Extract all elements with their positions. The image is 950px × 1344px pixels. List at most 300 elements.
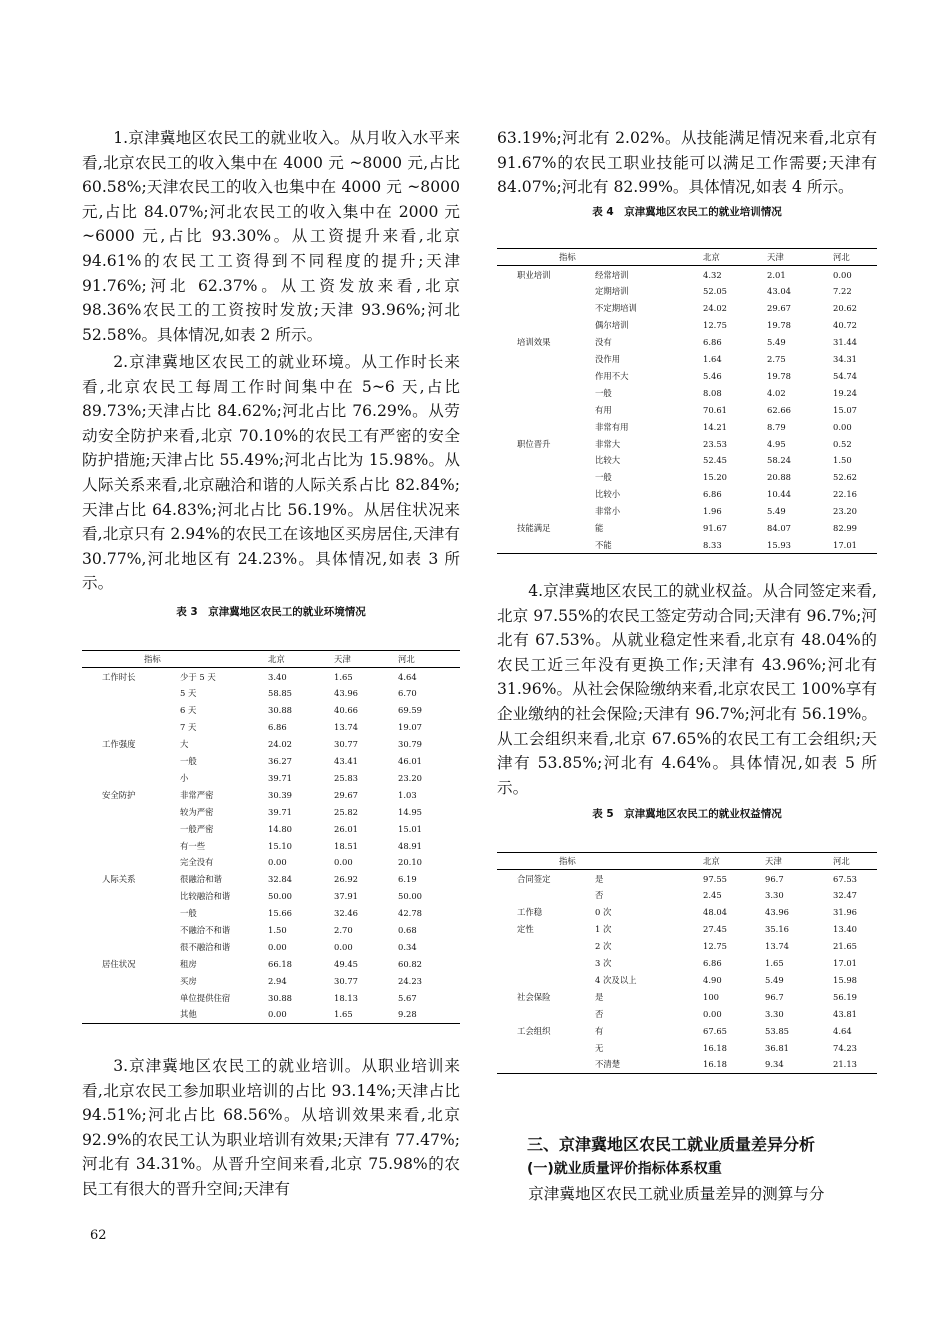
table-row — [497, 317, 877, 334]
table-item-cell: 有用 — [595, 404, 612, 415]
table-value-cell: 23.20 — [833, 506, 857, 517]
table-value-cell: 4.95 — [767, 438, 786, 449]
table-value-cell: 8.33 — [703, 537, 767, 554]
table-value-cell: 6.86 — [703, 489, 722, 500]
table-row — [497, 452, 877, 469]
table-value-cell: 10.44 — [767, 489, 791, 500]
table-value-cell: 0.00 — [334, 941, 353, 952]
table-header-cell: 河北 — [833, 249, 877, 266]
table-category-cell — [82, 989, 180, 1006]
table-value-cell: 6.86 — [268, 722, 287, 733]
table-value-cell: 21.13 — [833, 1056, 877, 1073]
table-category-cell: 安全防护 — [102, 789, 136, 800]
table-row — [82, 922, 460, 939]
table-value-cell: 3.40 — [268, 671, 287, 682]
table-header-cell: 河北 — [398, 651, 460, 668]
table-category-cell — [82, 753, 180, 770]
paragraph-lead: 3.京津冀地区农民工的就业培训。 — [113, 1057, 362, 1075]
table-value-cell: 17.01 — [833, 537, 877, 554]
table-row — [497, 1005, 877, 1022]
table-item-cell: 有 — [595, 1025, 604, 1036]
page-number: 62 — [90, 1228, 107, 1243]
table-row — [82, 972, 460, 989]
table-value-cell: 0.00 — [334, 857, 353, 868]
table-row — [82, 939, 460, 956]
table-value-cell: 0.00 — [268, 857, 287, 868]
table-item-cell: 非常严密 — [180, 789, 214, 800]
table-header-cell: 指标 — [497, 853, 595, 870]
table-value-cell: 48.04 — [703, 907, 727, 918]
table-value-cell: 58.85 — [268, 688, 292, 699]
table-header-row — [82, 651, 460, 668]
table-row — [82, 668, 460, 685]
paragraph-lead: 2.京津冀地区农民工的就业环境。 — [113, 353, 362, 371]
table-category-cell — [497, 486, 595, 503]
table-category-cell: 定性 — [517, 924, 534, 935]
table-row — [82, 905, 460, 922]
table-item-cell: 无 — [595, 1042, 604, 1053]
table-category-cell — [497, 368, 595, 385]
table-item-cell: 4 次及以上 — [595, 974, 637, 985]
table-item-cell: 租房 — [180, 958, 197, 969]
table-value-cell: 4.32 — [703, 269, 722, 280]
table-row — [497, 334, 877, 351]
table-item-cell: 一般 — [595, 387, 612, 398]
table-row — [82, 787, 460, 804]
paragraph-text: 京津冀地区农民工就业质量差异的测算与分 — [528, 1185, 825, 1203]
table-item-cell: 很融洽和谐 — [180, 874, 222, 885]
table-value-cell: 43.96 — [334, 688, 358, 699]
table-item-cell: 能 — [595, 522, 604, 533]
table-value-cell: 19.78 — [767, 370, 791, 381]
table-value-cell: 46.01 — [398, 756, 422, 767]
table-item-cell: 3 次 — [595, 958, 612, 969]
table-row — [82, 719, 460, 736]
table-value-cell: 5.49 — [767, 506, 786, 517]
table-item-cell: 经常培训 — [595, 269, 629, 280]
table-value-cell: 40.72 — [833, 320, 857, 331]
table-value-cell: 67.53 — [833, 873, 857, 884]
table-value-cell: 1.64 — [703, 354, 722, 365]
table-value-cell: 35.16 — [765, 924, 789, 935]
table-value-cell: 1.50 — [268, 924, 287, 935]
table-header-cell — [595, 853, 703, 870]
table-row — [497, 972, 877, 989]
table-value-cell: 2.70 — [334, 924, 353, 935]
table-value-cell: 18.51 — [334, 840, 358, 851]
table-item-cell: 7 天 — [180, 722, 197, 733]
table-row — [497, 870, 877, 887]
table-category-cell: 居住状况 — [102, 958, 136, 969]
table-value-cell: 9.28 — [398, 1006, 460, 1023]
table-item-cell: 一般 — [180, 756, 197, 767]
table-row — [497, 537, 877, 554]
table-value-cell: 0.00 — [268, 1006, 334, 1023]
table-value-cell: 36.27 — [268, 756, 292, 767]
table-category-cell — [82, 803, 180, 820]
table-category-cell — [497, 1005, 595, 1022]
table-row — [82, 685, 460, 702]
table-value-cell: 40.66 — [334, 705, 358, 716]
table-value-cell: 0.52 — [833, 438, 852, 449]
table-value-cell: 14.80 — [268, 823, 292, 834]
table-3 — [82, 650, 460, 1024]
table-row — [82, 820, 460, 837]
table-value-cell: 25.83 — [334, 772, 358, 783]
table-value-cell: 1.65 — [334, 1006, 398, 1023]
table-category-cell: 社会保险 — [517, 991, 551, 1002]
paragraph-lead: 1.京津冀地区农民工的就业收入。 — [113, 129, 350, 147]
table-value-cell: 96.7 — [765, 873, 784, 884]
table-row — [82, 753, 460, 770]
table-category-cell — [82, 770, 180, 787]
table-row — [497, 938, 877, 955]
table-value-cell: 30.39 — [268, 789, 292, 800]
table-row — [82, 955, 460, 972]
table-item-cell: 5 天 — [180, 688, 197, 699]
table-category-cell — [497, 887, 595, 904]
table-value-cell: 0.00 — [268, 941, 287, 952]
table-item-cell: 少于 5 天 — [180, 671, 216, 682]
table-5-caption: 表 5 京津冀地区农民工的就业权益情况 — [592, 808, 782, 820]
table-value-cell: 1.03 — [398, 789, 417, 800]
table-row — [82, 803, 460, 820]
table-value-cell: 43.81 — [833, 1008, 857, 1019]
table-value-cell: 50.00 — [268, 891, 292, 902]
table-value-cell: 0.00 — [833, 421, 852, 432]
table-row — [497, 955, 877, 972]
table-category-cell — [497, 503, 595, 520]
table-value-cell: 2.75 — [767, 354, 786, 365]
table-item-cell: 其他 — [180, 1006, 268, 1023]
table-category-cell: 工作时长 — [102, 671, 136, 682]
table-value-cell: 32.47 — [833, 890, 857, 901]
table-header-cell: 北京 — [703, 249, 767, 266]
table-row — [497, 887, 877, 904]
table-value-cell: 4.64 — [833, 1025, 852, 1036]
table-item-cell: 完全没有 — [180, 857, 214, 868]
table-row — [497, 1022, 877, 1039]
table-category-cell — [497, 469, 595, 486]
table-value-cell: 42.78 — [398, 908, 422, 919]
table-category-cell — [82, 939, 180, 956]
paragraph-lead: 4.京津冀地区农民工的就业权益。 — [528, 582, 763, 600]
table-row — [497, 921, 877, 938]
table-category-cell: 合同签定 — [517, 873, 551, 884]
table-item-cell: 是 — [595, 873, 604, 884]
table-header-cell: 天津 — [767, 249, 833, 266]
table-item-cell: 1 次 — [595, 924, 612, 935]
table-value-cell: 26.01 — [334, 823, 358, 834]
table-item-cell: 否 — [595, 1008, 604, 1019]
table-value-cell: 3.30 — [765, 1008, 784, 1019]
table-item-cell: 一般 — [595, 472, 612, 483]
table-item-cell: 不定期培训 — [595, 303, 637, 314]
paragraph-text: 从合同签定来看,北京 97.55%的农民工签定劳动合同;天津有 96.7%;河北有 67.53%。从就业稳定性来看,北京有 48.04%的农民工近三年没有更换工作;天津有 43.96%;河北有 31.96%。从社会保险缴纳来看,北京农民工 100%享有企业缴纳的社会保险;天津有 96.7%;河北有 56.19%。从工会组织来看,北京 67.65%的农民工有工会组织;天津有 53.85%;河北有 4.64%。具体情况,如表 5 所示。 — [497, 582, 877, 797]
table-header-cell: 北京 — [268, 651, 334, 668]
table-category-cell: 工作稳 — [517, 907, 543, 918]
table-value-cell: 18.13 — [334, 992, 358, 1003]
table-category-cell — [82, 719, 180, 736]
table-value-cell: 2.94 — [268, 975, 287, 986]
table-category-cell — [82, 922, 180, 939]
table-category-cell — [497, 401, 595, 418]
table-value-cell: 32.46 — [334, 908, 358, 919]
table-item-cell: 2 次 — [595, 941, 612, 952]
table-item-cell: 非常大 — [595, 438, 621, 449]
table-value-cell: 52.45 — [703, 455, 727, 466]
table-category-cell: 技能满足 — [517, 522, 551, 533]
table-value-cell: 49.45 — [334, 958, 358, 969]
table-item-cell: 非常有用 — [595, 421, 629, 432]
table-row — [82, 888, 460, 905]
section-heading: 三、京津冀地区农民工就业质量差异分析 — [527, 1135, 816, 1154]
table-value-cell: 13.74 — [765, 941, 789, 952]
table-row — [497, 503, 877, 520]
table-header-cell: 天津 — [334, 651, 398, 668]
table-value-cell: 4.64 — [398, 671, 417, 682]
table-header-cell: 河北 — [833, 853, 877, 870]
table-value-cell: 69.59 — [398, 705, 422, 716]
table-value-cell: 12.75 — [703, 320, 727, 331]
table-value-cell: 0.68 — [398, 924, 417, 935]
table-item-cell: 不清楚 — [595, 1056, 703, 1073]
table-3-caption: 表 3 京津冀地区农民工的就业环境情况 — [176, 606, 366, 618]
table-value-cell: 6.86 — [703, 337, 722, 348]
table-item-cell: 大 — [180, 739, 189, 750]
table-value-cell: 30.88 — [268, 992, 292, 1003]
table-value-cell: 6.70 — [398, 688, 417, 699]
table-value-cell: 1.50 — [833, 455, 852, 466]
table-row — [82, 702, 460, 719]
table-value-cell: 24.23 — [398, 975, 422, 986]
table-value-cell: 15.98 — [833, 974, 857, 985]
table-category-cell — [497, 351, 595, 368]
table-category-cell — [82, 685, 180, 702]
table-value-cell: 1.65 — [765, 958, 784, 969]
table-value-cell: 21.65 — [833, 941, 857, 952]
table-item-cell: 比较融洽和谐 — [180, 891, 231, 902]
table-value-cell: 2.01 — [767, 269, 786, 280]
table-4 — [497, 248, 877, 554]
table-value-cell: 62.66 — [767, 404, 791, 415]
table-value-cell: 30.77 — [334, 975, 358, 986]
table-category-cell — [497, 537, 595, 554]
table-value-cell: 82.99 — [833, 522, 857, 533]
table-category-cell — [82, 1006, 180, 1023]
table-5 — [497, 852, 877, 1074]
table-item-cell: 一般严密 — [180, 823, 214, 834]
table-row — [497, 1039, 877, 1056]
table-header-cell — [180, 651, 268, 668]
table-value-cell: 0.34 — [398, 941, 417, 952]
table-item-cell: 比较大 — [595, 455, 621, 466]
table-value-cell: 12.75 — [703, 941, 727, 952]
table-item-cell: 有一些 — [180, 840, 206, 851]
table-value-cell: 84.07 — [767, 522, 791, 533]
table-value-cell: 54.74 — [833, 370, 857, 381]
table-value-cell: 22.16 — [833, 489, 857, 500]
table-value-cell: 91.67 — [703, 522, 727, 533]
table-row — [497, 418, 877, 435]
table-category-cell: 职业培训 — [517, 269, 551, 280]
table-category-cell: 工会组织 — [517, 1025, 551, 1036]
table-value-cell: 7.22 — [833, 286, 852, 297]
paragraph-income — [82, 126, 460, 347]
table-item-cell: 作用不大 — [595, 370, 629, 381]
table-value-cell: 5.67 — [398, 992, 417, 1003]
paragraph-text: 从月收入水平来看,北京农民工的收入集中在 4000 元 ~8000 元,占比 60.58%;天津农民工的收入也集中在 4000 元 ~8000 元,占比 84.07%;河北农民工的收入集中在 2000 元 ~6000 元,占比 93.30%。从工资提升来看,北京 94.61%的农民工工资得到不同程度的提升;天津 91.76%;河北 62.37%。从工资发放来看,北京 98.36%农民工的工资按时发放;天津 93.96%;河北 52.58%。具体情况,如表 2 所示。 — [82, 129, 460, 344]
paragraph-rights — [497, 579, 877, 800]
table-category-cell — [82, 820, 180, 837]
table-value-cell: 5.49 — [765, 974, 784, 985]
table-row — [82, 871, 460, 888]
table-row — [497, 300, 877, 317]
table-category-cell — [497, 1056, 595, 1073]
table-value-cell: 30.88 — [268, 705, 292, 716]
table-value-cell: 1.65 — [334, 671, 353, 682]
table-category-cell — [497, 283, 595, 300]
table-item-cell: 没作用 — [595, 354, 621, 365]
table-value-cell: 2.45 — [703, 890, 722, 901]
table-row — [497, 385, 877, 402]
table-header-cell — [595, 249, 703, 266]
table-item-cell: 0 次 — [595, 907, 612, 918]
table-category-cell: 工作强度 — [102, 739, 136, 750]
table-row — [497, 520, 877, 537]
table-value-cell: 26.92 — [334, 874, 358, 885]
table-header-cell: 指标 — [82, 651, 180, 668]
table-value-cell: 29.67 — [334, 789, 358, 800]
table-value-cell: 15.01 — [398, 823, 422, 834]
table-row — [497, 435, 877, 452]
paragraph-text: 63.19%;河北有 2.02%。从技能满足情况来看,北京有 91.67%的农民工职业技能可以满足工作需要;天津有 84.07%;河北有 82.99%。具体情况,如表 4 所示。 — [497, 129, 877, 197]
table-category-cell — [82, 837, 180, 854]
table-category-cell: 人际关系 — [102, 874, 136, 885]
table-value-cell: 20.62 — [833, 303, 857, 314]
table-row — [497, 904, 877, 921]
table-item-cell: 较为严密 — [180, 806, 214, 817]
table-category-cell — [497, 938, 595, 955]
table-value-cell: 23.53 — [703, 438, 727, 449]
table-header-row — [497, 249, 877, 266]
table-header-row — [497, 853, 877, 870]
table-value-cell: 39.71 — [268, 806, 292, 817]
table-row — [82, 837, 460, 854]
table-value-cell: 100 — [703, 991, 719, 1002]
table-item-cell: 买房 — [180, 975, 197, 986]
table-item-cell: 不能 — [595, 537, 703, 554]
table-item-cell: 没有 — [595, 337, 612, 348]
table-value-cell: 15.66 — [268, 908, 292, 919]
table-value-cell: 52.05 — [703, 286, 727, 297]
table-row — [497, 486, 877, 503]
table-4-caption: 表 4 京津冀地区农民工的就业培训情况 — [592, 206, 782, 218]
table-value-cell: 53.85 — [765, 1025, 789, 1036]
table-item-cell: 比较小 — [595, 489, 621, 500]
table-value-cell: 23.20 — [398, 772, 422, 783]
subsection-heading: (一)就业质量评价指标体系权重 — [527, 1161, 722, 1177]
table-value-cell: 14.95 — [398, 806, 422, 817]
table-value-cell: 56.19 — [833, 991, 857, 1002]
table-value-cell: 43.96 — [765, 907, 789, 918]
table-category-cell — [82, 888, 180, 905]
table-category-cell — [497, 418, 595, 435]
table-value-cell: 5.46 — [703, 370, 722, 381]
table-value-cell: 24.02 — [268, 739, 292, 750]
table-value-cell: 97.55 — [703, 873, 727, 884]
table-row — [497, 283, 877, 300]
table-value-cell: 3.30 — [765, 890, 784, 901]
table-value-cell: 19.78 — [767, 320, 791, 331]
table-row — [82, 989, 460, 1006]
table-value-cell: 67.65 — [703, 1025, 727, 1036]
table-category-cell — [82, 972, 180, 989]
paragraph-text: 从工作时长来看,北京农民工每周工作时间集中在 5~6 天,占比 89.73%;天津占比 84.62%;河北占比 76.29%。从劳动安全防护来看,北京 70.10%的农民工有严密的安全防护措施;天津占比 55.49%;河北占比为 15.98%。从人际关系来看,北京融洽和谐的人际关系占比 82.84%;天津占比 64.83%;河北占比 56.19%。从居住状况来看,北京只有 2.94%的农民工在该地区买房居住,天津有 30.77%,河北地区有 24.23%。具体情况,如表 3 所示。 — [82, 353, 460, 593]
table-value-cell: 36.81 — [765, 1042, 789, 1053]
table-value-cell: 8.79 — [767, 421, 786, 432]
table-value-cell: 6.19 — [398, 874, 417, 885]
paragraph-training-cont — [497, 126, 877, 200]
table-row — [497, 1056, 877, 1073]
table-header-cell: 指标 — [497, 249, 595, 266]
table-category-cell — [497, 385, 595, 402]
table-value-cell: 13.40 — [833, 924, 857, 935]
table-category-cell — [82, 854, 180, 871]
table-row — [497, 989, 877, 1006]
paragraph-environment — [82, 350, 460, 596]
paragraph-text: 从职业培训来看,北京农民工参加职业培训的占比 93.14%;天津占比 94.51%;河北占比 68.56%。从培训效果来看,北京 92.9%的农民工认为职业培训有效果;天津有 77.47%;河北有 34.31%。从晋升空间来看,北京 75.98%的农民工有很大的晋升空间;天津有 — [82, 1057, 460, 1198]
table-value-cell: 39.71 — [268, 772, 292, 783]
table-value-cell: 58.24 — [767, 455, 791, 466]
table-value-cell: 31.44 — [833, 337, 857, 348]
table-value-cell: 0.00 — [833, 269, 852, 280]
table-value-cell: 20.88 — [767, 472, 791, 483]
table-category-cell — [497, 300, 595, 317]
table-value-cell: 52.62 — [833, 472, 857, 483]
table-value-cell: 8.08 — [703, 387, 722, 398]
table-value-cell: 15.93 — [767, 537, 833, 554]
table-item-cell: 小 — [180, 772, 189, 783]
table-value-cell: 27.45 — [703, 924, 727, 935]
table-item-cell: 是 — [595, 991, 604, 1002]
table-category-cell — [497, 317, 595, 334]
table-item-cell: 很不融洽和谐 — [180, 941, 231, 952]
table-row — [497, 368, 877, 385]
table-item-cell: 否 — [595, 890, 604, 901]
table-value-cell: 30.77 — [334, 739, 358, 750]
table-value-cell: 13.74 — [334, 722, 358, 733]
table-value-cell: 30.79 — [398, 739, 422, 750]
table-value-cell: 17.01 — [833, 958, 857, 969]
table-value-cell: 50.00 — [398, 891, 422, 902]
table-value-cell: 60.82 — [398, 958, 422, 969]
table-value-cell: 9.34 — [765, 1056, 833, 1073]
table-value-cell: 48.91 — [398, 840, 422, 851]
table-item-cell: 一般 — [180, 908, 197, 919]
table-row — [82, 1006, 460, 1023]
table-category-cell: 培训效果 — [517, 337, 551, 348]
table-value-cell: 4.02 — [767, 387, 786, 398]
table-value-cell: 15.20 — [703, 472, 727, 483]
table-value-cell: 31.96 — [833, 907, 857, 918]
table-value-cell: 34.31 — [833, 354, 857, 365]
table-category-cell — [497, 1039, 595, 1056]
table-value-cell: 14.21 — [703, 421, 727, 432]
table-value-cell: 16.18 — [703, 1042, 727, 1053]
table-item-cell: 偶尔培训 — [595, 320, 629, 331]
table-item-cell: 不融洽不和谐 — [180, 924, 231, 935]
